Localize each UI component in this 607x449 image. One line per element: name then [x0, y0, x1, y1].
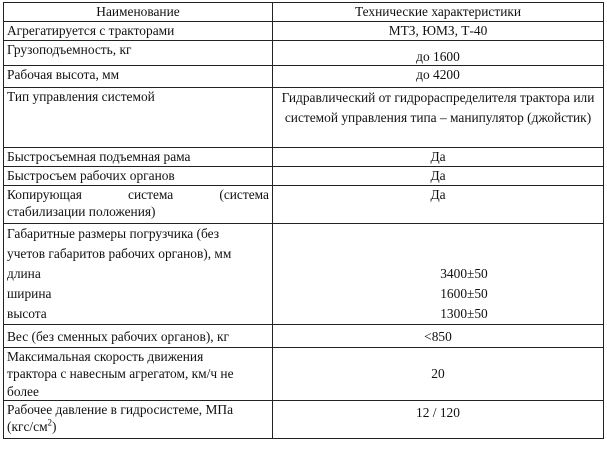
row-name-line: учетов габаритов рабочих органов), мм	[7, 246, 232, 261]
row-name-line: Максимальная скорость движения	[7, 349, 204, 364]
row-value: до 1600	[273, 41, 604, 66]
row-name: Тип управления системой	[4, 88, 273, 148]
table-row	[4, 224, 604, 325]
table-row	[4, 88, 604, 148]
row-name	[4, 400, 273, 438]
row-value: 12 / 120	[273, 400, 604, 438]
table-row	[4, 325, 604, 348]
row-value: Гидравлический от гидрораспределителя трактора или системой управления типа – манипулятор (джойстик)	[273, 88, 604, 148]
unit-tail: )	[52, 419, 57, 435]
row-name-line: трактора с навесным агрегатом, км/ч не	[7, 366, 234, 382]
specs-table	[3, 2, 604, 439]
unit-text: (кгс/см	[7, 419, 48, 435]
row-name: Вес (без сменных рабочих органов), кг	[4, 325, 273, 348]
table-row	[4, 167, 604, 186]
row-name: Быстросъем рабочих органов	[4, 167, 273, 186]
table-row	[4, 66, 604, 88]
row-value	[273, 224, 604, 325]
row-value: Да	[273, 186, 604, 224]
header-name: Наименование	[4, 3, 273, 22]
dim-label-width: ширина	[7, 286, 52, 301]
table-header-row	[4, 3, 604, 22]
row-name-line	[7, 418, 269, 435]
row-name-line: более	[7, 383, 39, 399]
table-row	[4, 148, 604, 167]
dim-label-height: высота	[7, 306, 47, 321]
row-name-line: Рабочее давление в гидросистеме, МПа	[7, 401, 234, 417]
row-value: Да	[273, 148, 604, 167]
row-name: Рабочая высота, мм	[4, 66, 273, 88]
row-name: Быстросъемная подъемная рама	[4, 148, 273, 167]
row-name	[4, 224, 273, 325]
row-value: до 4200	[273, 66, 604, 88]
dim-value-width: 1600±50	[440, 286, 488, 301]
row-name	[4, 186, 273, 224]
row-name	[4, 348, 273, 401]
dim-value-length: 3400±50	[440, 266, 488, 281]
table-row	[4, 348, 604, 401]
row-value: <850	[273, 325, 604, 348]
dim-label-length: длина	[7, 266, 41, 281]
row-name-line: Габаритные размеры погрузчика (без	[7, 226, 220, 241]
table-row	[4, 41, 604, 66]
unit-superscript: 2	[47, 417, 53, 428]
table-row	[4, 186, 604, 224]
row-name: Агрегатируется с тракторами	[4, 22, 273, 41]
dim-value-height: 1300±50	[440, 306, 488, 321]
row-name-line: стабилизации положения)	[7, 204, 156, 220]
row-value: Да	[273, 167, 604, 186]
row-value: МТЗ, ЮМЗ, Т-40	[273, 22, 604, 41]
row-name-line: Копирующая система (система	[7, 187, 269, 202]
header-spec: Технические характеристики	[273, 3, 604, 22]
row-name: Грузоподъемность, кг	[4, 41, 273, 66]
row-value: 20	[273, 348, 604, 401]
table-row	[4, 400, 604, 438]
table-row	[4, 22, 604, 41]
